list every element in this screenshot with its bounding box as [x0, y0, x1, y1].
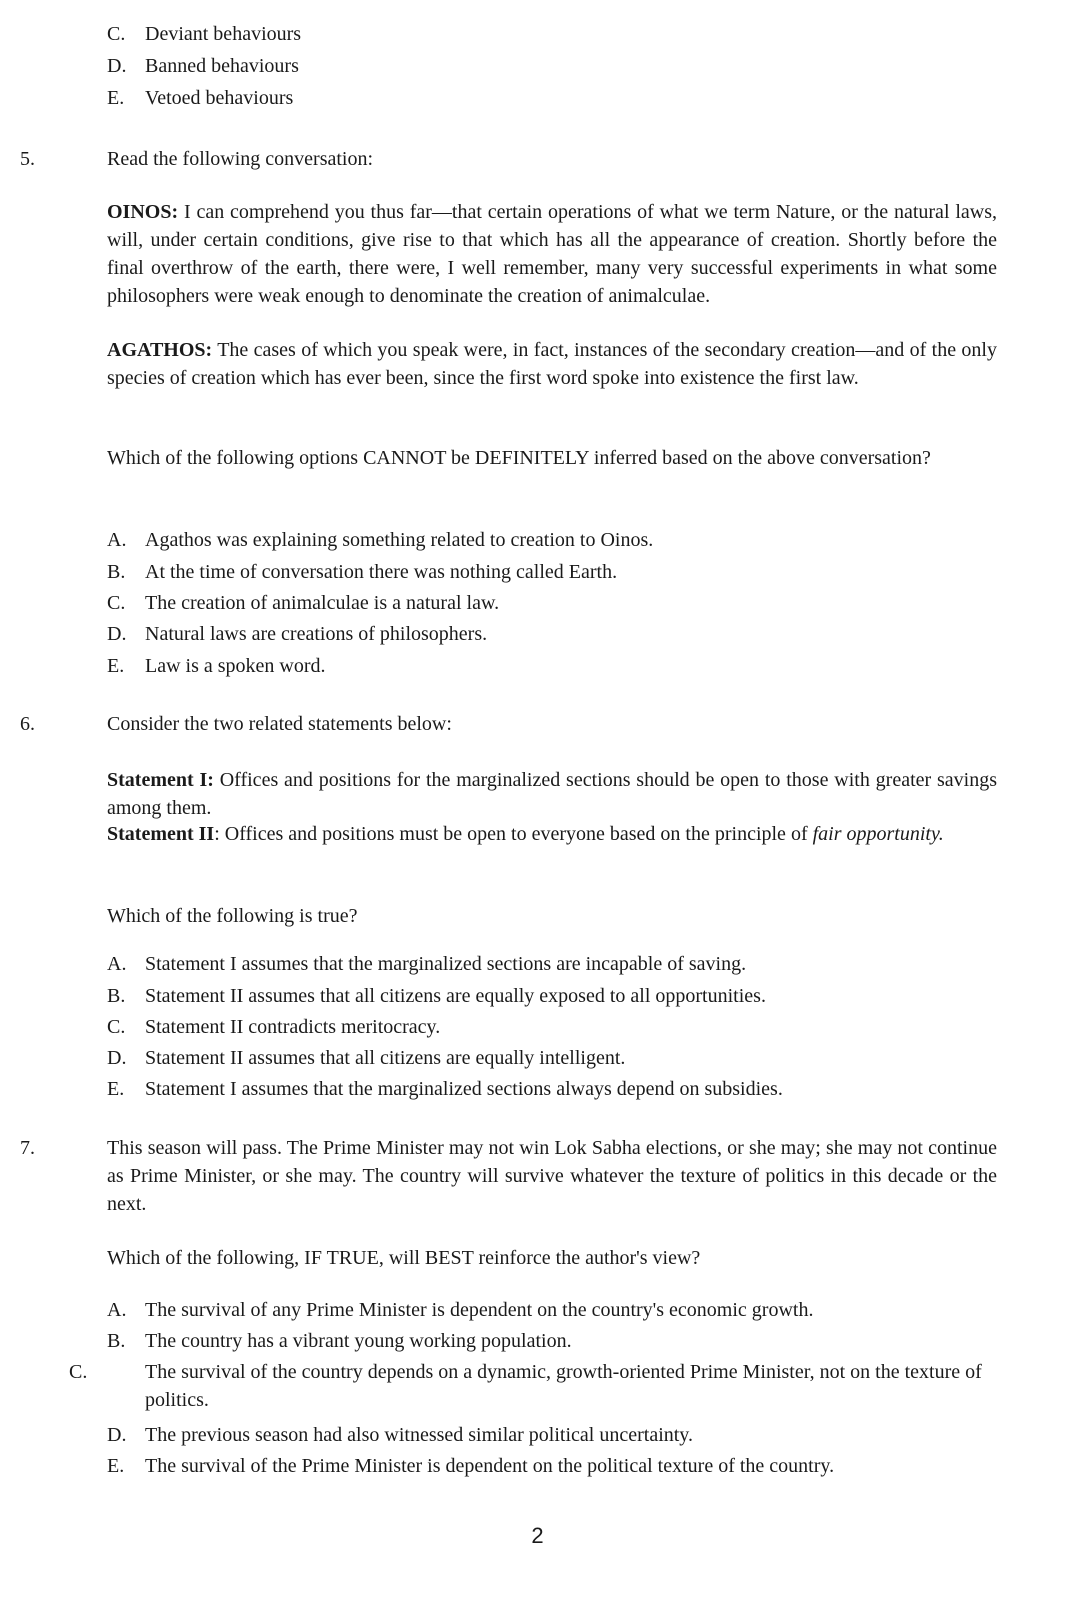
option-d: D. Natural laws are creations of philosophers. [107, 623, 488, 645]
question-number: 6. [20, 713, 35, 735]
option-e: E. Statement I assumes that the marginalized sections always depend on subsidies. [107, 1078, 783, 1100]
speech-text: The cases of which you speak were, in fact, instances of the secondary creation—and of the only species of creation which has ever been, since the first word spoke into existence the first law. [107, 339, 997, 389]
question-passage: This season will pass. The Prime Minister may not win Lok Sabha elections, or she may; she may not continue as Prime Minister, or she may. The country will survive whatever the texture of politics in this decade or the next. [107, 1137, 997, 1215]
statement-two [107, 820, 997, 848]
option-a: A. Statement I assumes that the marginalized sections are incapable of saving. [107, 953, 747, 975]
option-e: E. Vetoed behaviours [107, 87, 294, 109]
question-prompt: Read the following conversation: [107, 148, 374, 170]
statement-text: Offices and positions for the marginalized sections should be open to those with greater savings among them. [107, 769, 997, 819]
option-e: E. The survival of the Prime Minister is dependent on the political texture of the country. [107, 1455, 835, 1477]
option-d: D. Statement II assumes that all citizens are equally intelligent. [107, 1047, 626, 1069]
question-number: 5. [20, 148, 35, 170]
speech-text: I can comprehend you thus far—that certain operations of what we term Nature, or the natural laws, will, under certain conditions, give rise to that which has all the appearance of creation. Shortly before the final overthrow of the earth, there were, I well remember, many very successful experiments in what some philosophers were weak enough to denominate the creation of animalculae. [107, 201, 997, 307]
statement-label: Statement II [107, 823, 215, 845]
statement-label: Statement I: [107, 769, 214, 791]
question-text: Which of the following, IF TRUE, will BEST reinforce the author's view? [107, 1247, 701, 1269]
option-a: A. The survival of any Prime Minister is dependent on the country's economic growth. [107, 1299, 814, 1321]
option-a: A. Agathos was explaining something related to creation to Oinos. [107, 529, 654, 551]
question-number: 7. [20, 1137, 35, 1159]
option-c: C. Statement II contradicts meritocracy. [107, 1016, 441, 1038]
option-d: D. The previous season had also witnessed similar political uncertainty. [107, 1424, 694, 1446]
conversation-agathos [107, 336, 997, 392]
option-b: B. At the time of conversation there was nothing called Earth. [107, 561, 618, 583]
option-c: C. The survival of the country depends on a dynamic, growth-oriented Prime Minister, not on the texture of politics. [69, 1361, 982, 1411]
option-b: B. The country has a vibrant young working population. [107, 1330, 572, 1352]
statement-one [107, 766, 997, 822]
question-text: Which of the following is true? [107, 905, 358, 927]
speaker-label: AGATHOS: [107, 339, 213, 361]
option-c: C. Deviant behaviours [107, 23, 302, 45]
option-b: B. Statement II assumes that all citizens are equally exposed to all opportunities. [107, 985, 766, 1007]
statement-emphasis: fair opportunity. [812, 823, 944, 845]
statement-text: : Offices and positions must be open to everyone based on the principle of [214, 823, 813, 845]
option-c: C. The creation of animalculae is a natural law. [107, 592, 500, 614]
question-prompt: Consider the two related statements below: [107, 713, 452, 735]
conversation-oinos [107, 198, 997, 310]
speaker-label: OINOS: [107, 201, 179, 223]
option-e: E. Law is a spoken word. [107, 655, 326, 677]
option-d: D. Banned behaviours [107, 55, 299, 77]
page-number: 2 [531, 1523, 544, 1548]
question-text: Which of the following options CANNOT be DEFINITELY inferred based on the above conversation? [107, 447, 931, 469]
